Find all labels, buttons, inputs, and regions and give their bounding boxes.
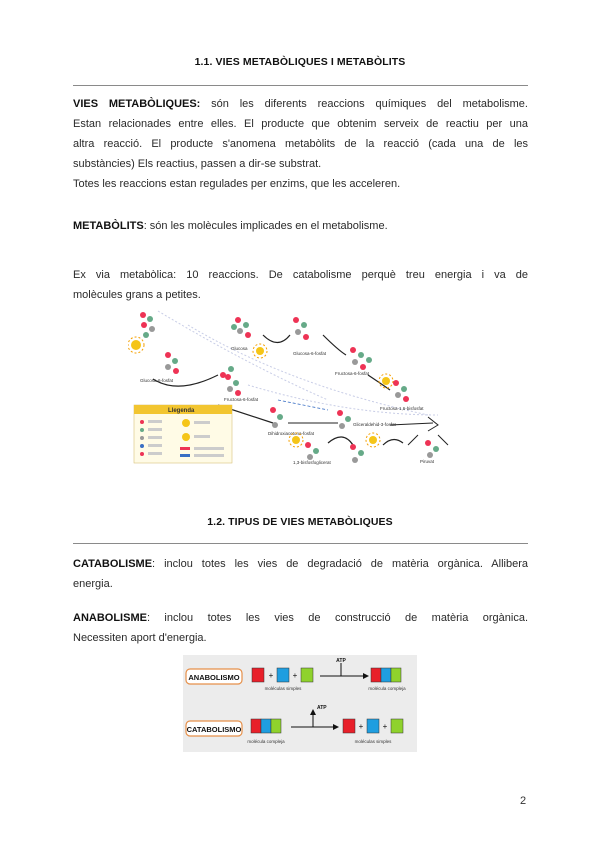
molecule-3pg xyxy=(350,444,364,463)
term-vies-metaboliques: VIES METABÒLIQUES: xyxy=(73,98,201,110)
atp-sun-icon xyxy=(379,374,393,388)
plus-sign: + xyxy=(358,722,364,731)
legend-title: Llegenda xyxy=(168,408,195,414)
molecule-pyruvate xyxy=(425,440,439,458)
molecule-13bpg xyxy=(305,442,319,460)
page-number: 2 xyxy=(520,795,527,807)
green-block xyxy=(391,668,401,682)
paragraph-example xyxy=(73,265,528,305)
paragraph-line: Estan relacionades entre elles. El producte que obtenim serveix de reactiu per una xyxy=(73,118,528,130)
reaction-arrow xyxy=(323,335,346,355)
molecule-top-left xyxy=(231,317,251,338)
red-block xyxy=(371,668,381,682)
term-catabolisme: CATABOLISME xyxy=(73,558,153,570)
blue-block xyxy=(367,719,379,733)
paragraph-line: Totes les reaccions estan regulades per enzims, que les acceleren. xyxy=(73,178,401,190)
paragraph-vies-metaboliques xyxy=(73,94,528,194)
label-g3p: Gliceraldehid-3-fosfat xyxy=(353,422,396,427)
paragraph-line: energia. xyxy=(73,578,113,590)
paragraph-line: Ex via metabòlica: 10 reaccions. De catabolisme perquè treu energia i va de xyxy=(73,269,528,281)
complex-molecule-label-2: molécula compleja xyxy=(247,739,285,744)
paragraph-metabolits: METABÒLITS: són les molècules implicades en el metabolisme. xyxy=(73,220,388,232)
heading-divider-1 xyxy=(73,85,528,86)
legend-box xyxy=(134,405,232,463)
blue-block xyxy=(277,668,289,682)
paragraph-line: molècules grans a petites. xyxy=(73,289,201,301)
catabolismo-label: CATABOLISMO xyxy=(186,725,242,734)
section-heading-1: 1.1. VIES METABÒLIQUES I METABÒLITS xyxy=(194,56,406,68)
molecule-f6p xyxy=(225,374,241,396)
green-block xyxy=(391,719,403,733)
red-block xyxy=(343,719,355,733)
label-fructosa-1-6-bisfosfat: Fructosa-1,6-bisfosfat xyxy=(380,406,424,411)
molecule-g3p xyxy=(337,410,351,429)
complex-molecule-label: molécula compleja xyxy=(368,686,406,691)
label-glucosa-6-fosfat: Glucosa-6-fosfat xyxy=(140,378,174,383)
plus-sign: + xyxy=(382,722,388,731)
anabolismo-label: ANABOLISMO xyxy=(188,673,240,682)
label-fructosa-6-fosfat: Fructosa-6-fosfat xyxy=(224,397,259,402)
label-dhap: Dihidroxiacetona-fosfat xyxy=(268,431,315,436)
heading-divider-2 xyxy=(73,543,528,544)
green-block xyxy=(301,668,313,682)
plus-sign: + xyxy=(268,671,274,680)
anabolism-catabolism-diagram xyxy=(183,655,417,752)
label-13bpg: 1,3-bisfosfoglicerat xyxy=(293,460,331,465)
label-glucosa: Glucosa xyxy=(231,346,248,351)
green-block xyxy=(271,719,281,733)
reaction-arrow xyxy=(278,400,328,410)
atp-sun-icon xyxy=(253,344,267,358)
reaction-arrow xyxy=(328,437,353,445)
reaction-arrow xyxy=(390,417,438,431)
label-glucosa-6-fosfat-top: Glucosa-6-fosfat xyxy=(293,351,327,356)
molecule-top-mid xyxy=(293,317,309,340)
dotted-connectors xyxy=(158,311,438,415)
reaction-arrow xyxy=(263,335,290,343)
paragraph-anabolisme: ANABOLISME: inclou totes les vies de construcció de matèria orgànica. Necessiten aport d'energia. xyxy=(73,608,528,648)
atp-label-2: ATP xyxy=(317,705,327,711)
molecule-dhap xyxy=(270,407,283,428)
paragraph-line: Necessiten aport d'energia. xyxy=(73,632,207,644)
section-heading-2: 1.2. TIPUS DE VIES METABÒLIQUES xyxy=(207,516,393,528)
label-piruvat: Piruvat xyxy=(420,459,435,464)
term-anabolisme: ANABOLISME xyxy=(73,612,147,624)
atp-label: ATP xyxy=(336,658,346,664)
molecule-glucose xyxy=(140,312,155,338)
molecule-f16bp xyxy=(393,380,409,402)
molecule-top-right xyxy=(350,347,372,370)
plus-sign: + xyxy=(292,671,298,680)
paragraph-line: altra reacció. El producte s'anomena metabòlits de la reacció (cada una de les xyxy=(73,138,528,150)
molecule-g6p xyxy=(165,352,179,374)
paragraph-line: VIES METABÒLIQUES: són les diferents reaccions químiques del metabolisme. xyxy=(73,98,528,110)
term-metabolits: METABÒLITS xyxy=(73,220,144,232)
metabolic-pathway-diagram xyxy=(128,305,473,467)
red-block xyxy=(251,719,261,733)
blue-block xyxy=(381,668,391,682)
simple-molecules-label-2: moléculas simples xyxy=(354,739,392,744)
red-block xyxy=(252,668,264,682)
label-f6p-top: Fructosa-6-fosfat xyxy=(335,371,370,376)
paragraph-catabolisme: CATABOLISME: inclou totes les vies de degradació de matèria orgànica. Allibera energia. xyxy=(73,554,528,594)
paragraph-line: substàncies) Els reactius, passen a dir-se substrat. xyxy=(73,158,322,170)
blue-block xyxy=(261,719,271,733)
simple-molecules-label: moléculas simples xyxy=(264,686,302,691)
atp-sun-icon xyxy=(128,337,144,353)
reaction-arrow xyxy=(383,439,403,445)
atp-sun-icon xyxy=(366,433,380,447)
